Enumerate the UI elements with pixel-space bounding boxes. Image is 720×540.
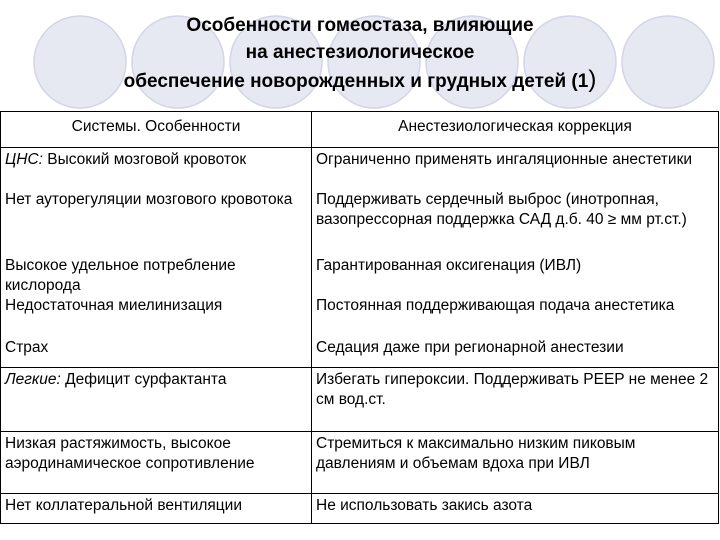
cns-correction-5: Седация даже при регионарной анестезии xyxy=(316,339,624,356)
header-correction: Анестезиологическая коррекция xyxy=(312,112,719,148)
cns-fear: Страх xyxy=(5,339,49,356)
cns-correction-4: Постоянная поддерживающая подача анестетика xyxy=(316,297,675,314)
compliance-correction-cell: Стремиться к максимально низким пиковым давлениям и объемам вдоха при ИВЛ xyxy=(312,432,719,494)
slide-title xyxy=(0,12,720,95)
table-row xyxy=(1,494,719,524)
table-header-row xyxy=(1,112,719,148)
cns-correction-1: Ограниченно применять ингаляционные анестетики xyxy=(316,151,693,168)
title-paren: ) xyxy=(588,66,597,93)
homeostasis-table xyxy=(0,111,719,524)
title-line-2: на анестезиологическое xyxy=(245,42,475,63)
table-row xyxy=(1,368,719,432)
cns-myelination: Недостаточная миелинизация xyxy=(5,297,223,314)
table-row xyxy=(1,148,719,368)
lungs-label: Легкие: xyxy=(5,371,61,388)
cns-correction-2: Поддерживать сердечный выброс (инотропная, вазопрессорная поддержка САД д.б. 40 ≥ мм рт.ст.) xyxy=(316,191,687,228)
title-line-3 xyxy=(0,66,720,95)
lungs-systems-cell xyxy=(1,368,312,432)
title-line-1: Особенности гомеостаза, влияющие xyxy=(186,15,534,36)
title-line-3-text: обеспечение новорожденных и грудных детей (1 xyxy=(123,71,589,92)
cns-feature xyxy=(5,150,307,190)
cns-autoregulation: Нет ауторегуляции мозгового кровотока xyxy=(5,191,293,208)
cns-correction-3: Гарантированная оксигенация (ИВЛ) xyxy=(316,257,582,274)
collateral-correction-cell: Не использовать закись азота xyxy=(312,494,719,524)
collateral-cell: Нет коллатеральной вентиляции xyxy=(1,494,312,524)
cns-feature-text: Высокий мозговой кровоток xyxy=(42,151,247,168)
lungs-correction-cell: Избегать гипероксии. Поддерживать PEEP не менее 2 см вод.ст. xyxy=(312,368,719,432)
lungs-feature-text: Дефицит сурфактанта xyxy=(60,371,227,388)
cns-oxygen-consumption: Высокое удельное потребление кислорода xyxy=(5,257,236,294)
cns-label: ЦНС: xyxy=(5,151,43,168)
table-row xyxy=(1,432,719,494)
cns-systems-cell xyxy=(1,148,312,368)
compliance-cell: Низкая растяжимость, высокое аэродинамическое сопротивление xyxy=(1,432,312,494)
header-systems: Системы. Особенности xyxy=(1,112,312,148)
cns-correction-cell xyxy=(312,148,719,368)
